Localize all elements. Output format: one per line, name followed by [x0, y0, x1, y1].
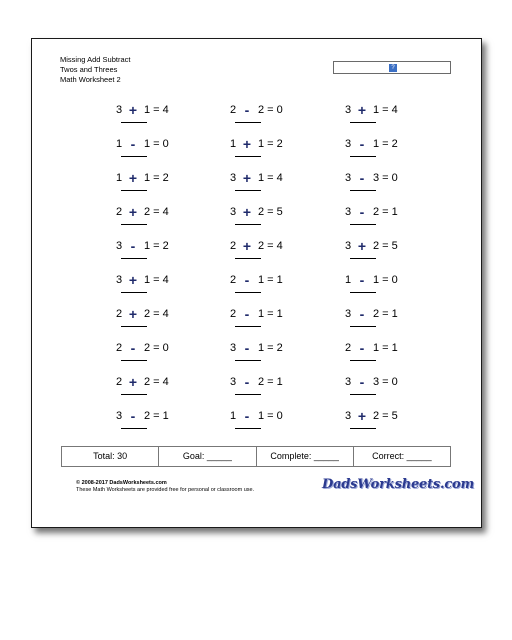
minus-sign: - — [244, 340, 250, 356]
worksheet-title — [60, 55, 130, 85]
answer-line[interactable] — [350, 360, 376, 361]
first-operand: 1 — [115, 138, 123, 150]
equation — [114, 273, 214, 287]
answer-line[interactable] — [350, 156, 376, 157]
complete-cell: Complete: _____ — [257, 447, 354, 466]
operand-and-result: 1 = 4 — [258, 172, 283, 184]
operand-and-result: 2 = 1 — [144, 410, 169, 422]
equation — [228, 239, 328, 253]
first-operand: 3 — [344, 138, 352, 150]
equation — [114, 239, 214, 253]
equation — [343, 103, 443, 117]
problem-item — [343, 341, 443, 371]
problem-item — [228, 239, 328, 269]
operand-and-result: 1 = 4 — [373, 104, 398, 116]
first-operand: 2 — [229, 104, 237, 116]
answer-line[interactable] — [121, 326, 147, 327]
plus-sign: + — [357, 238, 367, 254]
operand-and-result: 1 = 2 — [373, 138, 398, 150]
first-operand: 1 — [344, 274, 352, 286]
answer-line[interactable] — [121, 122, 147, 123]
operand-and-result: 2 = 5 — [373, 410, 398, 422]
answer-line[interactable] — [235, 156, 261, 157]
answer-line[interactable] — [121, 394, 147, 395]
minus-sign: - — [359, 272, 365, 288]
problem-item — [343, 307, 443, 337]
first-operand: 3 — [115, 410, 123, 422]
plus-sign: + — [357, 102, 367, 118]
plus-sign: + — [242, 170, 252, 186]
equation — [343, 307, 443, 321]
dadsworksheets-logo: DadsWorksheets.com — [322, 477, 475, 492]
plus-sign: + — [128, 272, 138, 288]
operand-and-result: 1 = 2 — [144, 172, 169, 184]
problem-item — [343, 273, 443, 303]
minus-sign: - — [359, 374, 365, 390]
equation — [343, 341, 443, 355]
operand-and-result: 2 = 1 — [373, 308, 398, 320]
problem-item — [343, 103, 443, 133]
plus-sign: + — [128, 102, 138, 118]
problem-item — [228, 375, 328, 405]
help-icon: ? — [389, 64, 397, 72]
plus-sign: + — [128, 306, 138, 322]
equation — [228, 171, 328, 185]
first-operand: 2 — [229, 308, 237, 320]
goal-cell: Goal: _____ — [159, 447, 256, 466]
operand-and-result: 1 = 0 — [258, 410, 283, 422]
minus-sign: - — [244, 102, 250, 118]
answer-line[interactable] — [235, 122, 261, 123]
answer-line[interactable] — [235, 292, 261, 293]
equation — [343, 273, 443, 287]
minus-sign: - — [130, 238, 136, 254]
problem-item — [228, 103, 328, 133]
minus-sign: - — [359, 204, 365, 220]
operand-and-result: 1 = 4 — [144, 274, 169, 286]
first-operand: 1 — [229, 410, 237, 422]
answer-line[interactable] — [350, 394, 376, 395]
total-cell: Total: 30 — [62, 447, 159, 466]
problem-item — [343, 409, 443, 439]
answer-line[interactable] — [350, 258, 376, 259]
operand-and-result: 1 = 4 — [144, 104, 169, 116]
correct-cell: Correct: _____ — [372, 451, 432, 461]
operand-and-result: 2 = 4 — [144, 376, 169, 388]
first-operand: 1 — [229, 138, 237, 150]
answer-line[interactable] — [350, 292, 376, 293]
operand-and-result: 3 = 0 — [373, 376, 398, 388]
plus-sign: + — [128, 204, 138, 220]
equation — [228, 205, 328, 219]
first-operand: 2 — [115, 342, 123, 354]
answer-line[interactable] — [121, 428, 147, 429]
plus-sign: + — [242, 204, 252, 220]
problem-item — [343, 239, 443, 269]
problem-item — [114, 375, 214, 405]
plus-sign: + — [128, 170, 138, 186]
answer-line[interactable] — [121, 360, 147, 361]
plus-sign: + — [242, 238, 252, 254]
problem-item — [228, 137, 328, 167]
operand-and-result: 1 = 1 — [373, 342, 398, 354]
problem-item — [114, 103, 214, 133]
answer-line[interactable] — [121, 224, 147, 225]
problem-item — [114, 409, 214, 439]
operand-and-result: 1 = 1 — [258, 274, 283, 286]
minus-sign: - — [244, 272, 250, 288]
minus-sign: - — [130, 340, 136, 356]
equation — [228, 137, 328, 151]
minus-sign: - — [359, 170, 365, 186]
operand-and-result: 1 = 0 — [144, 138, 169, 150]
equation — [114, 205, 214, 219]
operand-and-result: 1 = 1 — [258, 308, 283, 320]
minus-sign: - — [359, 340, 365, 356]
operand-and-result: 2 = 5 — [373, 240, 398, 252]
answer-line[interactable] — [350, 190, 376, 191]
first-operand: 3 — [229, 376, 237, 388]
equation — [114, 103, 214, 117]
problem-item — [114, 341, 214, 371]
answer-line[interactable] — [235, 190, 261, 191]
problem-item — [114, 137, 214, 167]
first-operand: 2 — [229, 274, 237, 286]
first-operand: 3 — [115, 104, 123, 116]
problem-item — [228, 273, 328, 303]
first-operand: 3 — [115, 240, 123, 252]
operand-and-result: 2 = 0 — [144, 342, 169, 354]
minus-sign: - — [130, 136, 136, 152]
operand-and-result: 2 = 4 — [144, 206, 169, 218]
first-operand: 2 — [115, 206, 123, 218]
answer-line[interactable] — [350, 428, 376, 429]
equation — [343, 409, 443, 423]
answer-line[interactable] — [121, 190, 147, 191]
answer-line[interactable] — [235, 428, 261, 429]
equation — [343, 239, 443, 253]
minus-sign: - — [359, 136, 365, 152]
problem-item — [114, 273, 214, 303]
equation — [114, 137, 214, 151]
minus-sign: - — [359, 306, 365, 322]
problem-item — [114, 171, 214, 201]
equation — [228, 307, 328, 321]
problem-item — [114, 307, 214, 337]
footer — [76, 480, 254, 494]
minus-sign: - — [244, 408, 250, 424]
operand-and-result: 3 = 0 — [373, 172, 398, 184]
problem-item — [228, 409, 328, 439]
first-operand: 3 — [229, 206, 237, 218]
title-line-3: Math Worksheet 2 — [60, 75, 121, 84]
first-operand: 3 — [229, 172, 237, 184]
worksheet-page — [31, 38, 482, 528]
name-field[interactable] — [333, 61, 451, 74]
operand-and-result: 2 = 0 — [258, 104, 283, 116]
first-operand: 3 — [229, 342, 237, 354]
minus-sign: - — [244, 374, 250, 390]
first-operand: 3 — [344, 172, 352, 184]
operand-and-result: 2 = 1 — [258, 376, 283, 388]
minus-sign: - — [130, 408, 136, 424]
problem-item — [228, 307, 328, 337]
first-operand: 3 — [344, 410, 352, 422]
first-operand: 2 — [229, 240, 237, 252]
plus-sign: + — [357, 408, 367, 424]
problem-item — [343, 171, 443, 201]
operand-and-result: 2 = 5 — [258, 206, 283, 218]
answer-line[interactable] — [235, 326, 261, 327]
answer-line[interactable] — [235, 360, 261, 361]
first-operand: 3 — [344, 206, 352, 218]
problem-item — [343, 205, 443, 235]
first-operand: 1 — [115, 172, 123, 184]
equation — [114, 307, 214, 321]
first-operand: 3 — [344, 376, 352, 388]
first-operand: 2 — [115, 376, 123, 388]
equation — [114, 171, 214, 185]
equation — [228, 273, 328, 287]
answer-line[interactable] — [235, 258, 261, 259]
first-operand: 2 — [115, 308, 123, 320]
answer-line[interactable] — [350, 122, 376, 123]
copyright-text: © 2008-2017 DadsWorksheets.com — [76, 480, 167, 486]
title-line-1: Missing Add Subtract — [60, 55, 131, 64]
equation — [228, 375, 328, 389]
equation — [114, 375, 214, 389]
first-operand: 2 — [344, 342, 352, 354]
answer-line[interactable] — [121, 156, 147, 157]
first-operand: 3 — [344, 240, 352, 252]
minus-sign: - — [244, 306, 250, 322]
answer-line[interactable] — [121, 258, 147, 259]
problem-item — [114, 239, 214, 269]
first-operand: 3 — [344, 104, 352, 116]
score-table — [61, 446, 451, 467]
problem-item — [343, 375, 443, 405]
problem-item — [114, 205, 214, 235]
operand-and-result: 1 = 0 — [373, 274, 398, 286]
operand-and-result: 1 = 2 — [258, 138, 283, 150]
equation — [343, 137, 443, 151]
equation — [228, 341, 328, 355]
problem-item — [228, 205, 328, 235]
usage-note: These Math Worksheets are provided free for personal or classroom use. — [76, 487, 255, 493]
equation — [228, 103, 328, 117]
operand-and-result: 1 = 2 — [144, 240, 169, 252]
problem-item — [343, 137, 443, 167]
equation — [114, 341, 214, 355]
answer-line[interactable] — [121, 292, 147, 293]
problem-item — [228, 341, 328, 371]
answer-line[interactable] — [235, 224, 261, 225]
first-operand: 3 — [115, 274, 123, 286]
equation — [114, 409, 214, 423]
equation — [228, 409, 328, 423]
answer-line[interactable] — [350, 326, 376, 327]
operand-and-result: 2 = 4 — [144, 308, 169, 320]
operand-and-result: 2 = 4 — [258, 240, 283, 252]
equation — [343, 171, 443, 185]
answer-line[interactable] — [350, 224, 376, 225]
operand-and-result: 1 = 2 — [258, 342, 283, 354]
plus-sign: + — [128, 374, 138, 390]
equation — [343, 375, 443, 389]
plus-sign: + — [242, 136, 252, 152]
problem-item — [228, 171, 328, 201]
first-operand: 3 — [344, 308, 352, 320]
title-line-2: Twos and Threes — [60, 65, 118, 74]
answer-line[interactable] — [235, 394, 261, 395]
operand-and-result: 2 = 1 — [373, 206, 398, 218]
equation — [343, 205, 443, 219]
